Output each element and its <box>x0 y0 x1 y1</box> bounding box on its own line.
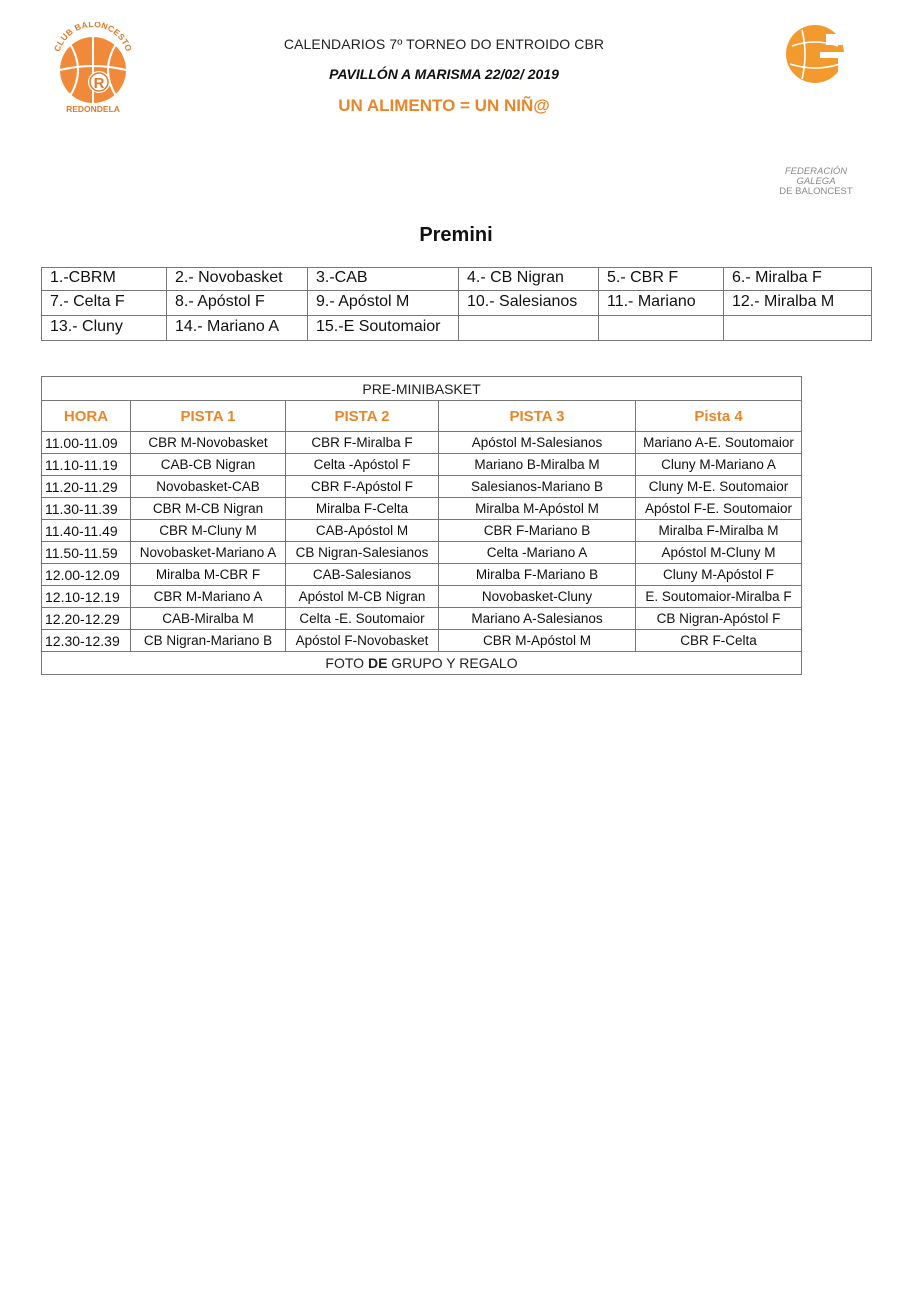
match-cell: Cluny M-Mariano A <box>636 454 802 476</box>
match-cell: Mariano A-E. Soutomaior <box>636 432 802 454</box>
match-cell: Apóstol M-CB Nigran <box>286 586 439 608</box>
team-cell: 3.-CAB <box>308 268 459 291</box>
team-cell: 15.-E Soutomaior <box>308 316 459 341</box>
table-row <box>42 608 802 630</box>
match-cell: Novobasket-CAB <box>131 476 286 498</box>
match-cell: Celta -Apóstol F <box>286 454 439 476</box>
match-cell: Novobasket-Cluny <box>439 586 636 608</box>
match-cell: Cluny M-E. Soutomaior <box>636 476 802 498</box>
schedule-header-row <box>42 401 802 432</box>
match-cell: CB Nigran-Mariano B <box>131 630 286 652</box>
teams-row <box>42 291 872 316</box>
header-pista-3: PISTA 3 <box>439 401 636 432</box>
federation-logo <box>782 24 852 86</box>
match-cell: CBR M-CB Nigran <box>131 498 286 520</box>
match-cell: Mariano B-Miralba M <box>439 454 636 476</box>
team-cell: 4.- CB Nigran <box>459 268 599 291</box>
federation-line1: FEDERACIÓN <box>784 166 848 177</box>
federation-name <box>770 167 862 197</box>
table-row <box>42 432 802 454</box>
time-slot: 11.00-11.09 <box>42 432 131 454</box>
time-slot: 12.30-12.39 <box>42 630 131 652</box>
time-slot: 11.50-11.59 <box>42 542 131 564</box>
schedule-caption: PRE-MINIBASKET <box>42 377 802 401</box>
match-cell: CBR F-Apóstol F <box>286 476 439 498</box>
table-row <box>42 564 802 586</box>
time-slot: 11.10-11.19 <box>42 454 131 476</box>
match-cell: Apóstol M-Salesianos <box>439 432 636 454</box>
time-slot: 11.20-11.29 <box>42 476 131 498</box>
federation-line2: GALEGA <box>796 176 836 187</box>
footer-text-pre: FOTO <box>325 655 368 671</box>
match-cell: Cluny M-Apóstol F <box>636 564 802 586</box>
team-cell: 5.- CBR F <box>599 268 724 291</box>
match-cell: CB Nigran-Apóstol F <box>636 608 802 630</box>
match-cell: Apóstol F-E. Soutomaior <box>636 498 802 520</box>
match-cell: CBR F-Mariano B <box>439 520 636 542</box>
header-pista-2: PISTA 2 <box>286 401 439 432</box>
footer-text-bold: DE <box>367 655 388 671</box>
match-cell: CB Nigran-Salesianos <box>286 542 439 564</box>
team-cell <box>459 316 599 341</box>
table-row <box>42 542 802 564</box>
team-cell: 8.- Apóstol F <box>167 291 308 316</box>
match-cell: Celta -E. Soutomaior <box>286 608 439 630</box>
match-cell: E. Soutomaior-Miralba F <box>636 586 802 608</box>
match-cell: CAB-Apóstol M <box>286 520 439 542</box>
match-cell: Novobasket-Mariano A <box>131 542 286 564</box>
section-title: Premini <box>419 224 493 246</box>
match-cell: Mariano A-Salesianos <box>439 608 636 630</box>
match-cell: CBR M-Apóstol M <box>439 630 636 652</box>
team-cell: 10.- Salesianos <box>459 291 599 316</box>
team-cell: 2.- Novobasket <box>167 268 308 291</box>
teams-row <box>42 268 872 291</box>
match-cell: Miralba F-Mariano B <box>439 564 636 586</box>
match-cell: CBR M-Cluny M <box>131 520 286 542</box>
time-slot: 12.10-12.19 <box>42 586 131 608</box>
club-logo-arc-text: CLUB BALONCESTO <box>51 22 135 53</box>
footer-text-post: GRUPO Y REGALO <box>387 655 518 671</box>
team-cell <box>724 316 872 341</box>
team-cell: 1.-CBRM <box>42 268 167 291</box>
time-slot: 12.00-12.09 <box>42 564 131 586</box>
team-cell: 14.- Mariano A <box>167 316 308 341</box>
match-cell: CAB-Miralba M <box>131 608 286 630</box>
team-cell: 6.- Miralba F <box>724 268 872 291</box>
match-cell: Miralba F-Miralba M <box>636 520 802 542</box>
club-logo-bottom-text: REDONDELA <box>66 104 120 114</box>
match-cell: Apóstol M-Cluny M <box>636 542 802 564</box>
table-row <box>42 498 802 520</box>
match-cell: CBR F-Miralba F <box>286 432 439 454</box>
team-cell: 7.- Celta F <box>42 291 167 316</box>
header-pista-4: Pista 4 <box>636 401 802 432</box>
match-cell: CAB-CB Nigran <box>131 454 286 476</box>
table-row <box>42 476 802 498</box>
federation-line3: DE BALONCEST <box>779 186 853 197</box>
teams-row <box>42 316 872 341</box>
match-cell: Miralba F-Celta <box>286 498 439 520</box>
table-row <box>42 630 802 652</box>
time-slot: 11.40-11.49 <box>42 520 131 542</box>
time-slot: 12.20-12.29 <box>42 608 131 630</box>
match-cell: Apóstol F-Novobasket <box>286 630 439 652</box>
club-logo-letter: R <box>93 75 105 92</box>
team-cell: 11.- Mariano <box>599 291 724 316</box>
match-cell: CBR M-Novobasket <box>131 432 286 454</box>
schedule-caption-row <box>42 377 802 401</box>
match-cell: CBR M-Mariano A <box>131 586 286 608</box>
schedule-table <box>41 376 802 675</box>
time-slot: 11.30-11.39 <box>42 498 131 520</box>
teams-table <box>41 267 872 341</box>
team-cell: 13.- Cluny <box>42 316 167 341</box>
schedule-footer-row <box>42 652 802 675</box>
document-title: CALENDARIOS 7º TORNEO DO ENTROIDO CBR <box>283 36 605 52</box>
match-cell: CAB-Salesianos <box>286 564 439 586</box>
table-row <box>42 454 802 476</box>
team-cell: 9.- Apóstol M <box>308 291 459 316</box>
schedule-footer <box>42 652 802 675</box>
header-pista-1: PISTA 1 <box>131 401 286 432</box>
team-cell <box>599 316 724 341</box>
table-row <box>42 586 802 608</box>
team-cell: 12.- Miralba M <box>724 291 872 316</box>
match-cell: Miralba M-Apóstol M <box>439 498 636 520</box>
match-cell: CBR F-Celta <box>636 630 802 652</box>
venue-date: PAVILLÓN A MARISMA 22/02/ 2019 <box>329 66 559 82</box>
match-cell: Miralba M-CBR F <box>131 564 286 586</box>
match-cell: Celta -Mariano A <box>439 542 636 564</box>
slogan: UN ALIMENTO = UN NIÑ@ <box>338 96 550 115</box>
match-cell: Salesianos-Mariano B <box>439 476 636 498</box>
table-row <box>42 520 802 542</box>
header-hora: HORA <box>42 401 131 432</box>
